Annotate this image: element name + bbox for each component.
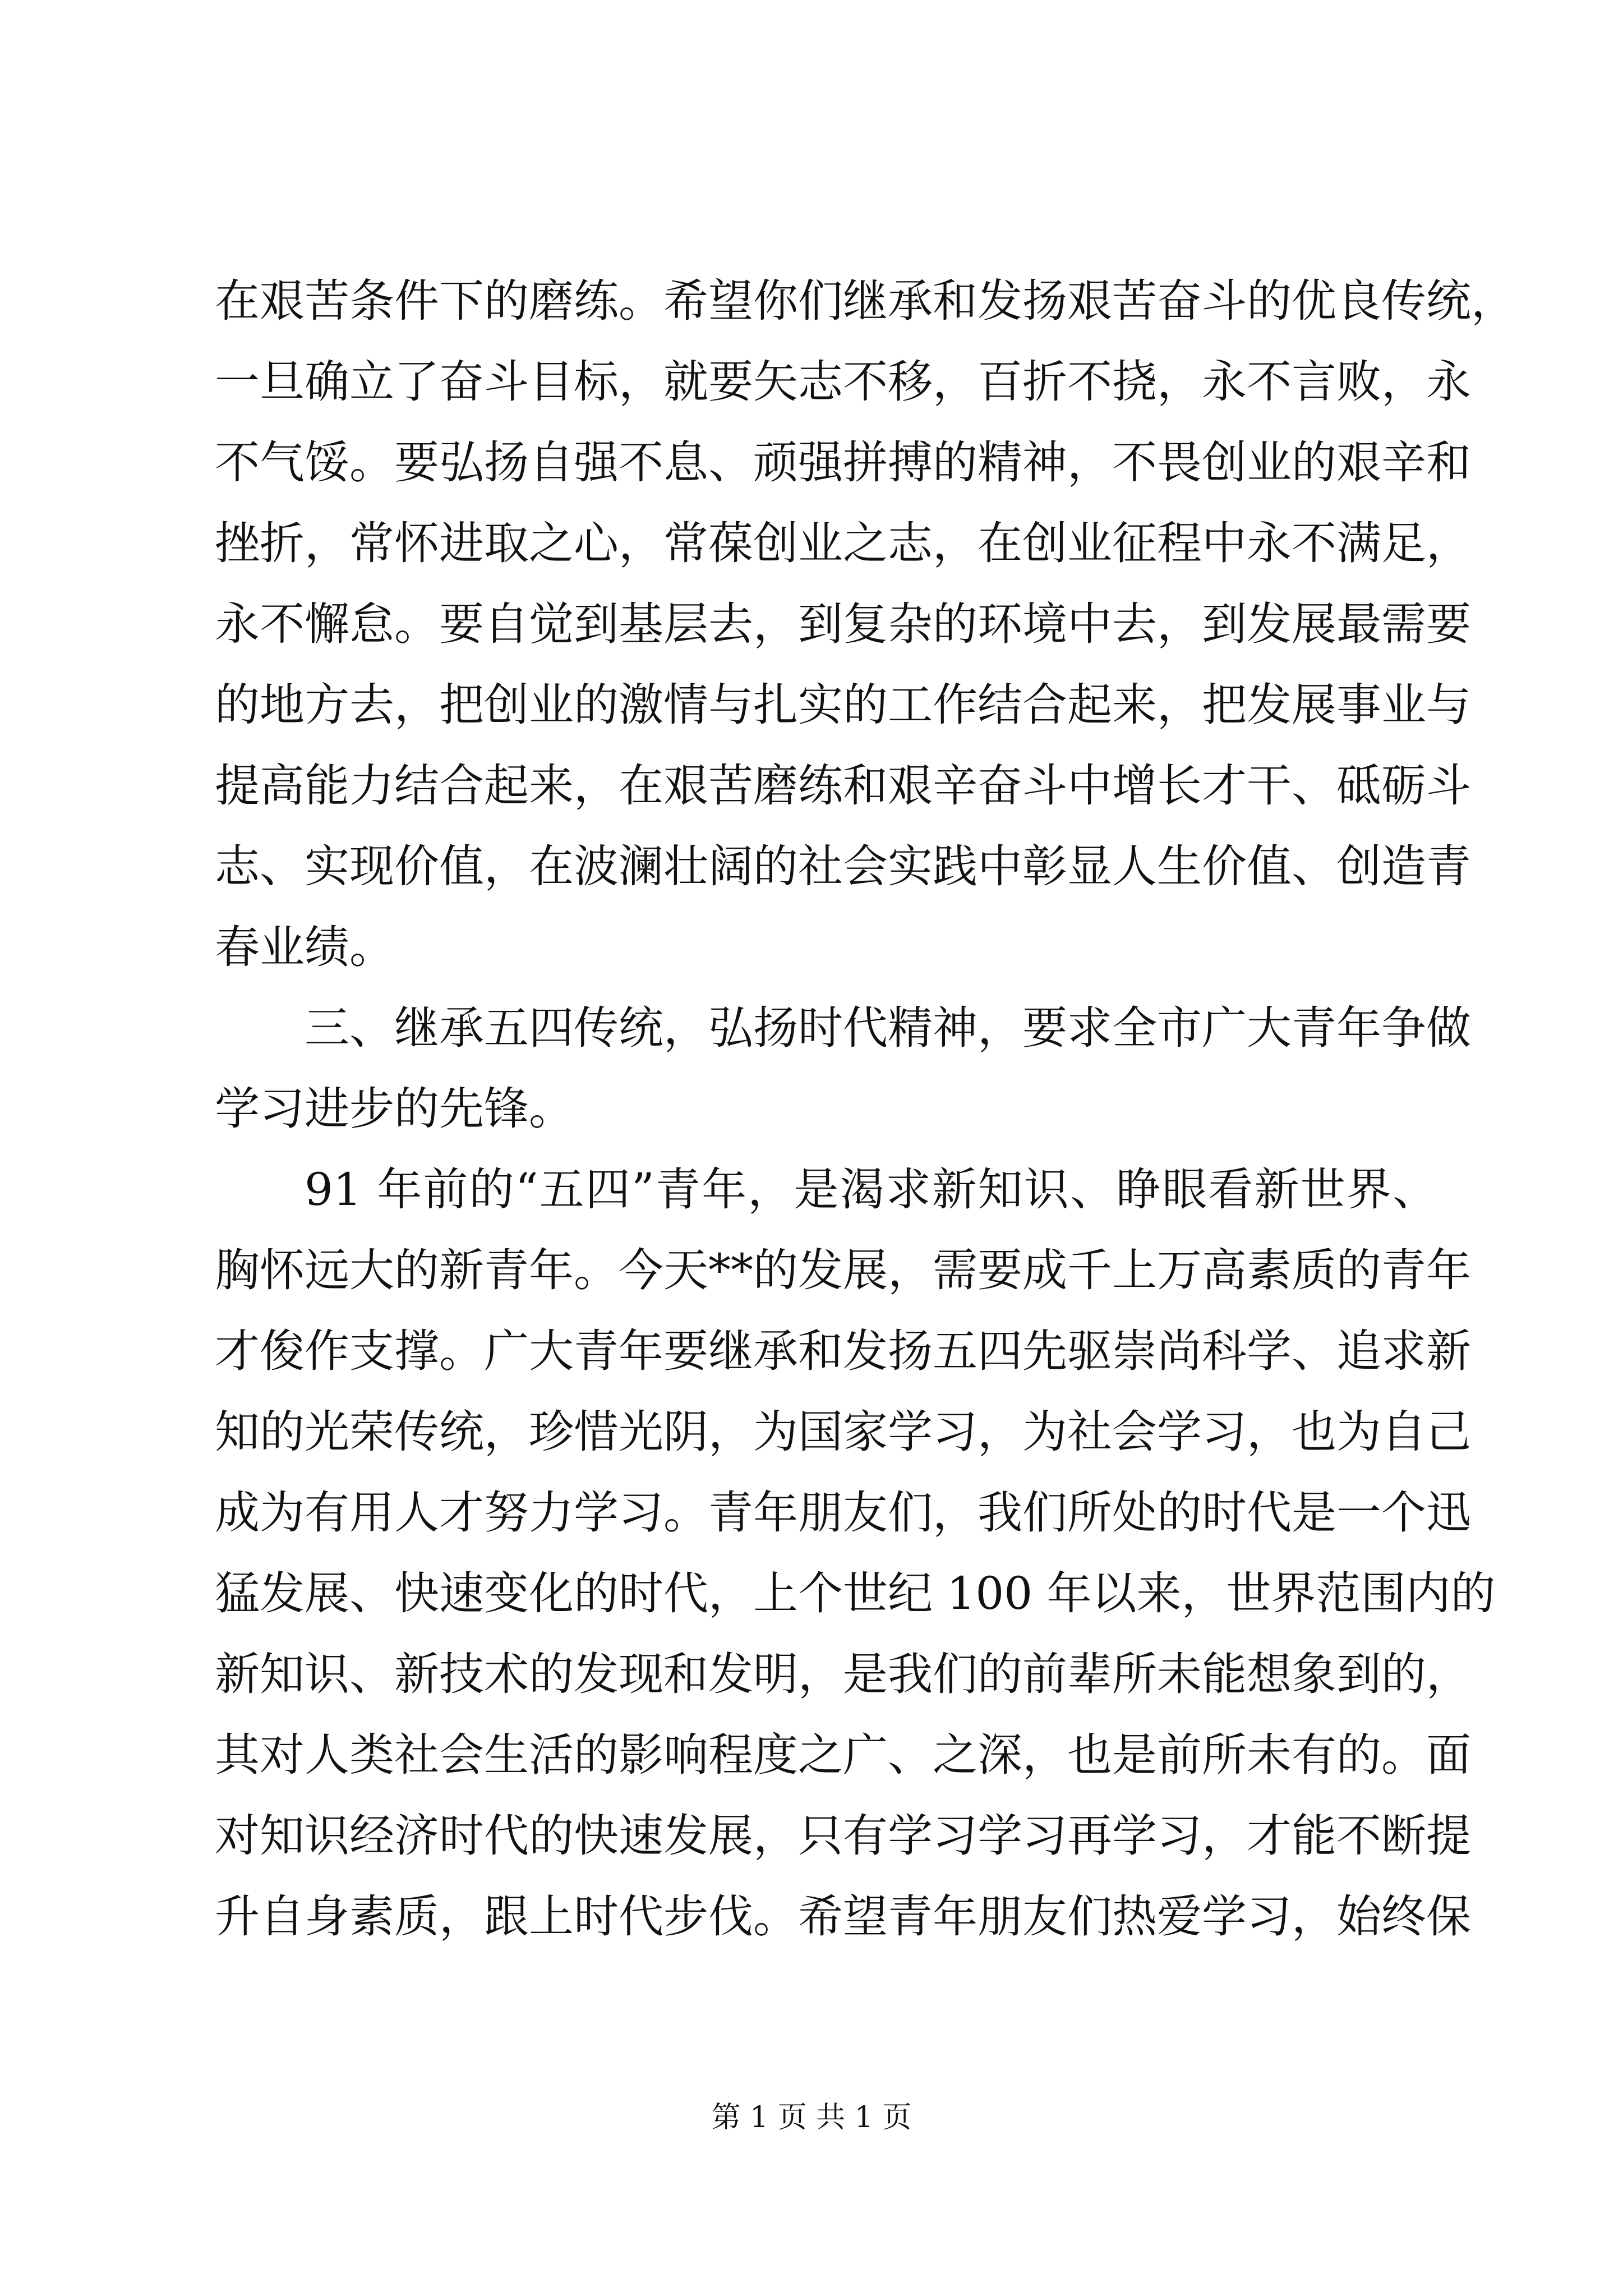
text-line: 升自身素质，跟上时代步伐。希望青年朋友们热爱学习，始终保 xyxy=(215,1890,1471,1943)
text-line: 提高能力结合起来，在艰苦磨练和艰辛奋斗中增长才干、砥砺斗 xyxy=(215,760,1471,812)
text-line: 的地方去，把创业的激情与扎实的工作结合起来，把发展事业与 xyxy=(215,679,1471,731)
text-line: 胸怀远大的新青年。今天**的发展，需要成千上万高素质的青年 xyxy=(215,1244,1471,1296)
paragraph xyxy=(215,261,1516,988)
text-line: 对知识经济时代的快速发展，只有学习学习再学习，才能不断提 xyxy=(215,1810,1471,1862)
text-line: 永不懈怠。要自觉到基层去，到复杂的环境中去，到发展最需要 xyxy=(215,598,1471,650)
text-line: 三、继承五四传统，弘扬时代精神，要求全市广大青年争做 xyxy=(305,1002,1471,1054)
document-body xyxy=(215,261,1516,1957)
text-line: 猛发展、快速变化的时代，上个世纪 100 年以来，世界范围内的 xyxy=(215,1567,1496,1619)
text-line: 91 年前的“五四”青年，是渴求新知识、睁眼看新世界、 xyxy=(305,1163,1437,1216)
text-line: 新知识、新技术的发现和发明，是我们的前辈所未能想象到的， xyxy=(215,1648,1471,1700)
text-line: 在艰苦条件下的磨练。希望你们继承和发扬艰苦奋斗的优良传统， xyxy=(215,275,1516,327)
text-line: 才俊作支撑。广大青年要继承和发扬五四先驱崇尚科学、追求新 xyxy=(215,1325,1471,1377)
text-line: 春业绩。 xyxy=(215,921,394,973)
page-footer: 第 1 页 共 1 页 xyxy=(711,2101,912,2134)
text-line: 成为有用人才努力学习。青年朋友们，我们所处的时代是一个迅 xyxy=(215,1487,1471,1539)
text-line: 一旦确立了奋斗目标，就要矢志不移，百折不挠，永不言败，永 xyxy=(215,356,1471,408)
text-line: 志、实现价值，在波澜壮阔的社会实践中彰显人生价值、创造青 xyxy=(215,840,1471,892)
text-line: 知的光荣传统，珍惜光阴，为国家学习，为社会学习，也为自己 xyxy=(215,1406,1471,1458)
text-line: 学习进步的先锋。 xyxy=(215,1083,574,1135)
section-heading xyxy=(215,988,1471,1149)
text-line: 不气馁。要弘扬自强不息、顽强拼搏的精神，不畏创业的艰辛和 xyxy=(215,436,1471,489)
paragraph xyxy=(215,1149,1496,1957)
text-line: 挫折，常怀进取之心，常葆创业之志，在创业征程中永不满足， xyxy=(215,517,1471,569)
text-line: 其对人类社会生活的影响程度之广、之深，也是前所未有的。面 xyxy=(215,1729,1471,1781)
